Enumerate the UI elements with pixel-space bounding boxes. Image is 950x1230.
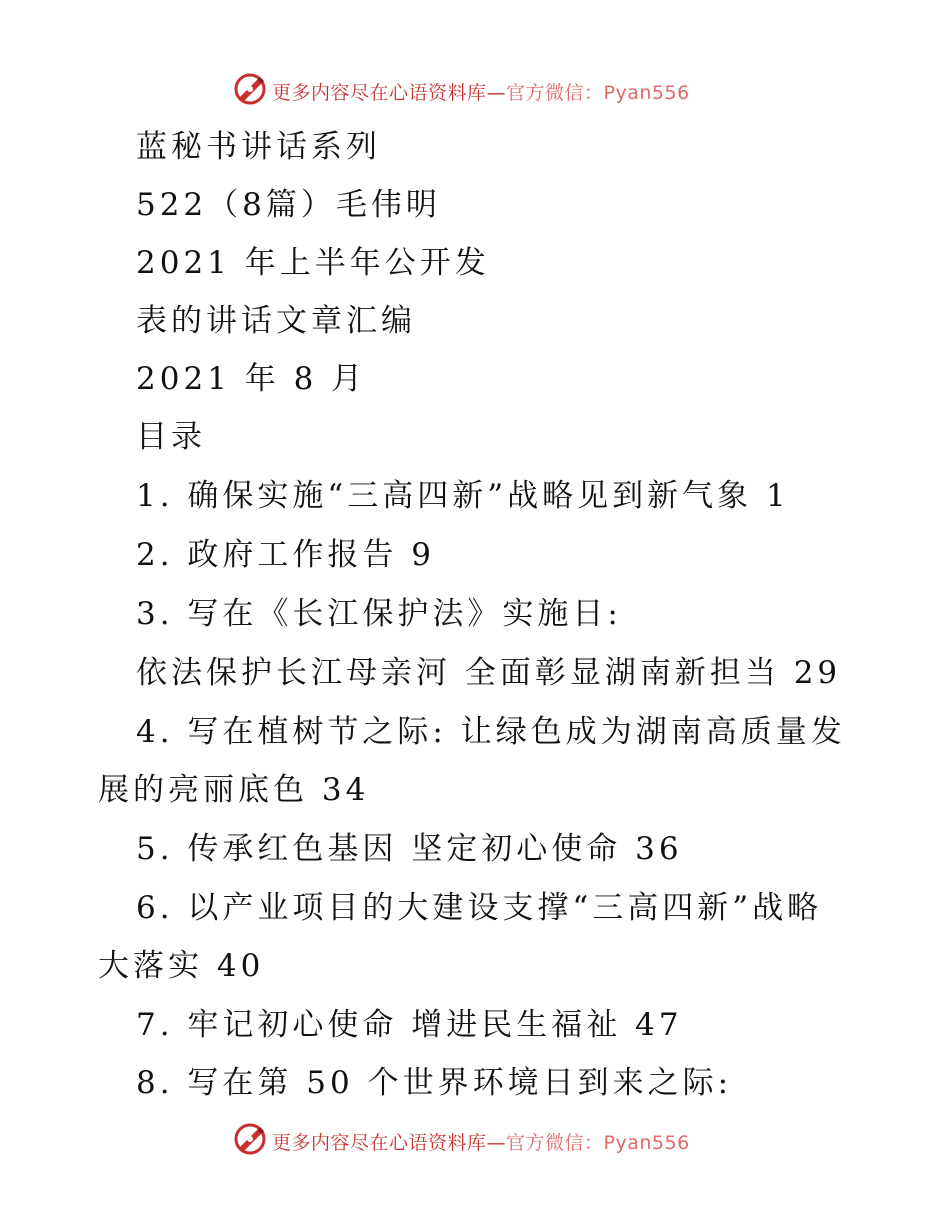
watermark-main-text: 更多内容尽在心语资料库— [272,82,507,104]
toc-entry-4: 4. 写在植树节之际: 让绿色成为湖南高质量发 [136,714,846,750]
toc-entry-5: 5. 传承红色基因 坚定初心使命 36 [136,831,683,867]
toc-entry-4-continued: 展的亮丽底色 34 [98,772,370,808]
collection-title-line-1: 2021 年上半年公开发 [136,245,490,281]
footer-watermark-banner [0,1120,950,1160]
watermark-wechat-text: 官方微信：Pyan556 [506,82,690,104]
watermark-text [272,1128,690,1155]
toc-entry-2: 2. 政府工作报告 9 [136,537,436,573]
publication-date: 2021 年 8 月 [136,361,367,397]
series-title: 蓝秘书讲话系列 [136,129,381,165]
toc-entry-3: 3. 写在《长江保护法》实施日: [136,596,622,632]
red-pen-swirl-logo-icon [233,1122,267,1156]
toc-entry-8: 8. 写在第 50 个世界环境日到来之际: [136,1065,733,1101]
toc-heading: 目录 [136,419,206,455]
watermark-wechat-text: 官方微信：Pyan556 [506,1132,690,1154]
toc-entry-3-continued: 依法保护长江母亲河 全面彰显湖南新担当 29 [136,655,842,691]
watermark-main-text: 更多内容尽在心语资料库— [272,1132,507,1154]
toc-entry-6: 6. 以产业项目的大建设支撑“三高四新”战略 [136,890,823,926]
toc-entry-1: 1. 确保实施“三高四新”战略见到新气象 1 [136,478,790,514]
toc-entry-6-continued: 大落实 40 [98,948,265,984]
collection-title-line-2: 表的讲话文章汇编 [136,303,416,339]
issue-author-line: 522（8篇）毛伟明 [136,187,441,223]
toc-entry-7: 7. 牢记初心使命 增进民生福祉 47 [136,1007,683,1043]
